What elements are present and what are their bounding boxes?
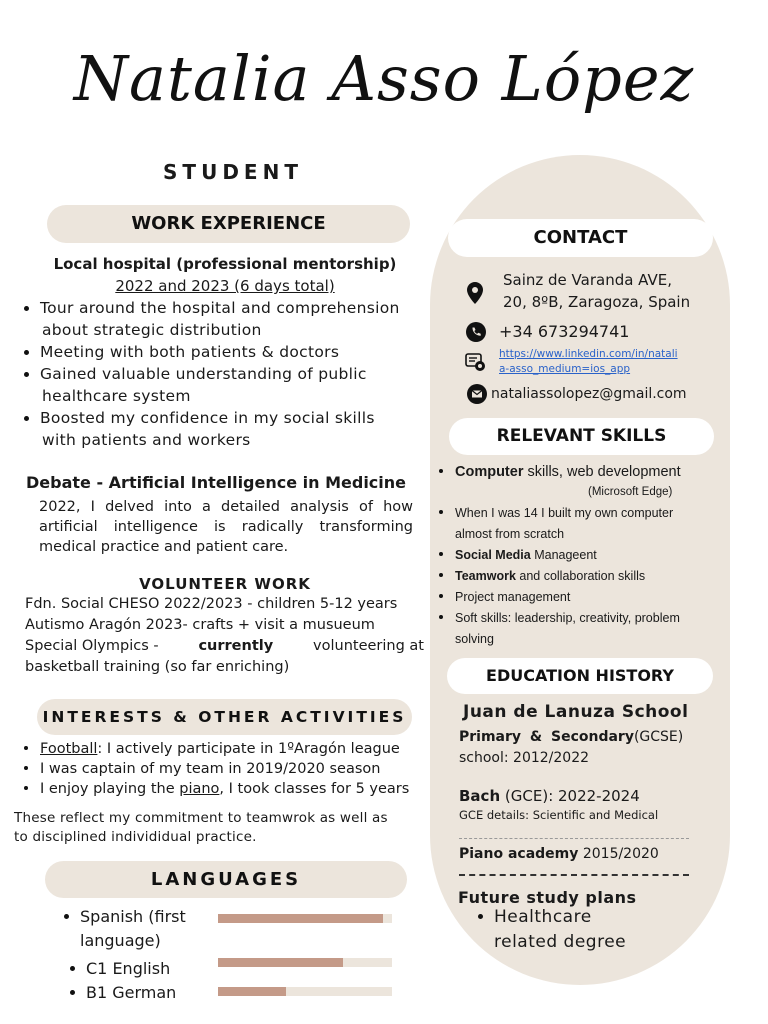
english-level-fill (218, 958, 343, 967)
job-title: Local hospital (professional mentorship) (53, 255, 397, 273)
education-line (459, 786, 724, 807)
education-text: (GCSE) (633, 729, 684, 745)
interest-text: I enjoy playing the (40, 781, 180, 797)
skill-highlight: Social Media (455, 548, 531, 562)
future-plan-item: Healthcare (476, 905, 716, 930)
skill-note: (Microsoft Edge) (588, 486, 673, 498)
language-item: C1 English (68, 957, 218, 981)
email-address[interactable]: nataliassolopez@gmail.com (491, 386, 687, 402)
education-text: (GCE): 2022-2024 (500, 787, 640, 805)
volunteer-text: Special Olympics - (25, 638, 159, 654)
skill-text: Manageent (530, 548, 597, 562)
list-item-continuation (22, 319, 432, 341)
skills-list (437, 503, 727, 650)
skill-highlight: Computer (455, 464, 524, 480)
debate-title: Debate - Artificial Intelligence in Medicine (26, 473, 407, 492)
gce-details: GCE details: Scientific and Medical (459, 808, 659, 822)
languages-title: LANGUAGES (150, 869, 302, 890)
spanish-level-bar (218, 914, 392, 923)
languages-heading (45, 861, 407, 898)
education-heading (447, 658, 713, 694)
interest-text: , I took classes for 5 years (219, 781, 410, 797)
contact-title: CONTACT (533, 227, 628, 248)
email-icon (466, 383, 488, 405)
future-plan-item-continuation: related degree (494, 932, 627, 952)
skill-item (437, 545, 727, 566)
skill-text: skills, web development (523, 464, 681, 480)
candidate-name: Natalia Asso López (73, 42, 695, 115)
linkedin-link-line: https://www.linkedin.com/in/natali (499, 348, 678, 360)
skills-title: RELEVANT SKILLS (496, 426, 667, 446)
future-plans-list (476, 905, 716, 955)
skill-item: Soft skills: leadership, creativity, problem (437, 608, 727, 629)
list-item-continuation (22, 429, 432, 451)
phone-number[interactable]: +34 673294741 (499, 322, 630, 341)
language-item: Spanish (first (62, 905, 212, 929)
education-line: school: 2012/2022 (459, 750, 590, 766)
interests-list (22, 739, 432, 799)
skills-heading (449, 418, 714, 455)
skill-item: Project management (437, 587, 727, 608)
spanish-level-fill (218, 914, 383, 923)
volunteer-line: Autismo Aragón 2023- crafts + visit a musueum (25, 617, 375, 633)
skill-item-continuation: solving (455, 632, 494, 646)
linkedin-icon (465, 351, 487, 373)
interests-note: These reflect my commitment to teamwrok as well as (14, 810, 388, 826)
interests-heading (37, 699, 412, 735)
linkedin-link[interactable] (499, 347, 714, 377)
list-item-text: about strategic distribution (42, 321, 262, 339)
skill-item: When I was 14 I built my own computer (437, 503, 727, 524)
education-line (459, 727, 724, 747)
volunteer-text: volunteering at (313, 638, 424, 654)
education-title: EDUCATION HISTORY (486, 666, 674, 685)
education-line (459, 844, 724, 864)
school-name: Juan de Lanuza School (463, 702, 689, 722)
list-item: Tour around the hospital and comprehension (22, 297, 432, 319)
address-line: 20, 8ºB, Zaragoza, Spain (503, 293, 691, 311)
location-pin-icon (464, 282, 486, 304)
contact-heading (448, 219, 713, 257)
skill-item (437, 462, 727, 483)
interest-highlight: Football (40, 741, 98, 757)
languages-list (62, 905, 212, 953)
volunteer-emphasis: currently (198, 638, 274, 654)
interests-title: INTERESTS & OTHER ACTIVITIES (42, 708, 407, 726)
divider (459, 874, 689, 876)
work-experience-list (22, 297, 432, 451)
future-plans-title: Future study plans (458, 888, 637, 907)
language-item-continuation: language) (80, 931, 161, 950)
debate-line: 2022, I delved into a detailed analysis of how (39, 499, 413, 515)
english-level-bar (218, 958, 392, 967)
list-item-continuation (22, 385, 432, 407)
interests-note: to disciplined individidual practice. (14, 829, 257, 845)
list-item: Meeting with both patients & doctors (22, 341, 432, 363)
volunteer-line (25, 636, 424, 657)
linkedin-link-line: a-asso_medium=ios_app (499, 363, 631, 375)
divider (459, 838, 689, 839)
address-line: Sainz de Varanda AVE, (503, 271, 672, 289)
german-level-bar (218, 987, 392, 996)
skill-highlight: Teamwork (455, 569, 516, 583)
job-dates: 2022 and 2023 (6 days total) (115, 277, 335, 295)
german-level-fill (218, 987, 286, 996)
volunteer-line: basketball training (so far enriching) (25, 659, 290, 675)
work-experience-title: WORK EXPERIENCE (131, 213, 326, 234)
list-item (22, 739, 432, 759)
skill-item-continuation: almost from scratch (455, 527, 565, 541)
list-item: I was captain of my team in 2019/2020 season (22, 759, 432, 779)
work-experience-heading (47, 205, 410, 243)
candidate-role: STUDENT (163, 160, 303, 184)
skill-item (437, 566, 727, 587)
languages-list (68, 957, 218, 1005)
phone-icon (465, 321, 487, 343)
list-item: Gained valuable understanding of public (22, 363, 432, 385)
debate-line: artificial intelligence is radically transforming (39, 519, 413, 535)
skill-text: and collaboration skills (515, 569, 646, 583)
list-item-text: healthcare system (42, 387, 191, 405)
interest-highlight: piano (179, 781, 220, 797)
education-highlight: Bach (459, 787, 501, 805)
language-item: B1 German (68, 981, 218, 1005)
education-text: 2015/2020 (578, 846, 659, 862)
volunteer-line: Fdn. Social CHESO 2022/2023 - children 5-12 years (25, 596, 398, 612)
list-item: Boosted my confidence in my social skills (22, 407, 432, 429)
education-highlight: Primary & Secondary (459, 729, 634, 745)
debate-line: medical practice and patient care. (39, 539, 289, 555)
education-highlight: Piano academy (459, 846, 579, 862)
list-item-text: with patients and workers (42, 431, 251, 449)
volunteer-title: VOLUNTEER WORK (139, 575, 311, 593)
interest-text: : I actively participate in 1ºAragón league (97, 741, 400, 757)
skills-list (437, 462, 727, 483)
list-item (22, 779, 432, 799)
